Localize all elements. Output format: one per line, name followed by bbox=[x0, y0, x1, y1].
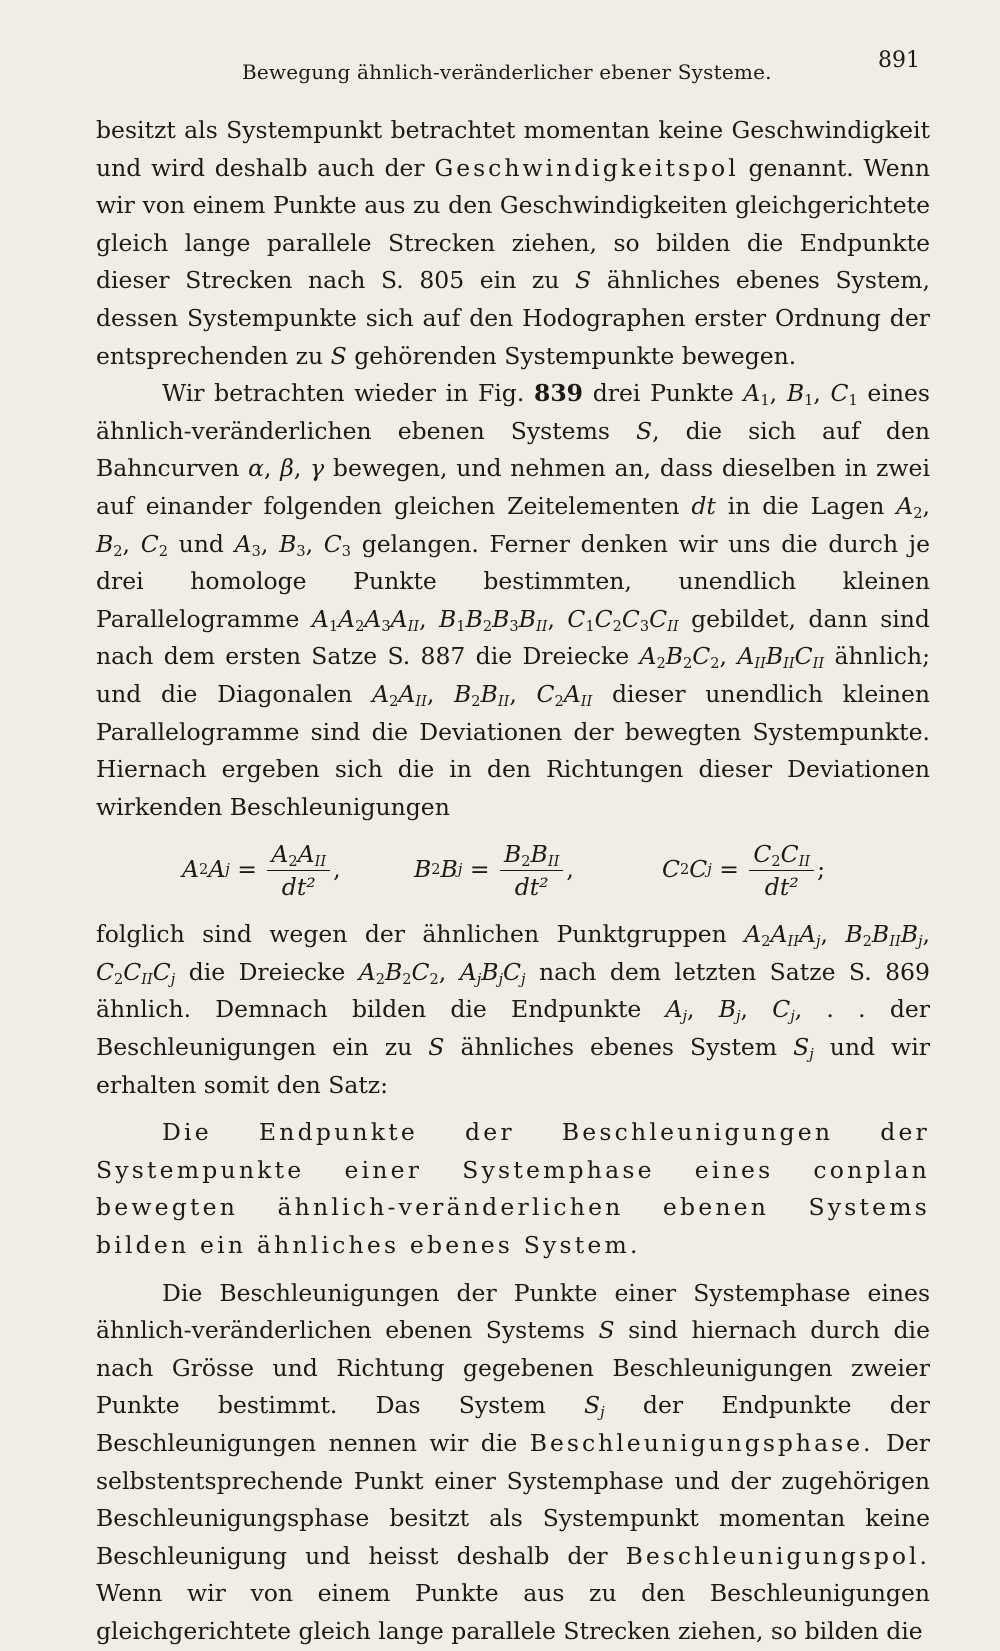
acceleration-formula bbox=[96, 830, 930, 910]
formula-term-c: C 2 C j = $\frac{C_2C_{II}}{\text{dt²}}$ ; bbox=[662, 839, 826, 901]
spaced-term-geschwindigkeitspol: Geschwindigkeitspol bbox=[434, 153, 739, 182]
running-title: Bewegung ähnlich-veränderlicher ebener Systeme. bbox=[242, 60, 772, 84]
theorem-statement: Die Endpunkte der Beschleunigungen der Systempunkte einer Systemphase eines conplan bewegten ähnlich-veränderlichen ebenen Systems bilden ein ähnliches ebenes System. bbox=[96, 1118, 930, 1260]
spaced-term-beschleunigungspol: Beschleunigungspol. bbox=[625, 1541, 930, 1570]
paragraph-3: folglich sind wegen der ähnlichen Punktgruppen $A_2A_{II}A_j$, $B_2B_{II}B_j$, $C_2C_{II}C_j$ die Dreiecke $A_2B_2C_2$, $A_jB_jC_j$ nach dem letzten Satze S. 869 ähnlich. Demnach bilden die Endpunkte $A_j$, $B_j$, $C_j$, . . der Beschleunigungen ein zu S ähnliches ebenes System $S_j$ und wir erhalten somit den Satz: bbox=[96, 920, 930, 1099]
page-number: 891 bbox=[878, 48, 920, 73]
page-header bbox=[92, 46, 920, 86]
formula-term-b: B 2 B j = $\frac{B_2B_{II}}{\text{dt²}}$ , bbox=[414, 839, 574, 901]
figure-reference: 839 bbox=[533, 379, 584, 408]
paragraph-1: besitzt als Systempunkt betrachtet momentan keine Geschwindigkeit und wird deshalb auch der Geschwindigkeitspol genannt. Wenn wir von einem Punkte aus zu den Geschwindigkeiten gleichgerichtete gleich lange parallele Strecken ziehen, so bilden die Endpunkte dieser Strecken nach S. 805 ein zu S ähnliches ebenes System, dessen Systempunkte sich auf den Hodographen erster Ordnung der entsprechenden zu S gehörenden Systempunkte bewegen. bbox=[96, 116, 930, 370]
paragraph-4: Die Beschleunigungen der Punkte einer Systemphase eines ähnlich-veränderlichen ebenen Systems S sind hiernach durch die nach Grösse und Richtung gegebenen Beschleunigungen zweier Punkte bestimmt. Das System $S_j$ der Endpunkte der Beschleunigungen nennen wir die Beschleunigungsphase. Der selbstentsprechende Punkt einer Systemphase und der zugehörigen Beschleunigungsphase besitzt als Systempunkt momentan keine Beschleunigung und heisst deshalb der Beschleunigungspol. Wenn wir von einem Punkte aus zu den Beschleunigungen gleichgerichtete gleich lange parallele Strecken ziehen, so bilden die bbox=[96, 1278, 930, 1645]
paragraph-2: Wir betrachten wieder in Fig. 839 drei Punkte $A_1$, $B_1$, $C_1$ eines ähnlich-veränderlichen ebenen Systems S, die sich auf den Bahncurven α, β, γ bewegen, und nehmen an, dass dieselben in zwei auf einander folgenden gleichen Zeitelementen dt in die Lagen $A_2$, $B_2$, $C_2$ und $A_3$, $B_3$, $C_3$ gelangen. Ferner denken wir uns die durch je drei homologe Punkte bestimmten, unendlich kleinen Parallelogramme $A_1A_2A_3A_{II}$, $B_1B_2B_3B_{II}$, $C_1C_2C_3C_{II}$ gebildet, dann sind nach dem ersten Satze S. 887 die Dreiecke $A_2B_2C_2$, $A_{II}B_{II}C_{II}$ ähnlich; und die Diagonalen $A_2A_{II}$, $B_2B_{II}$, $C_2A_{II}$ dieser unendlich kleinen Parallelogramme sind die Deviationen der bewegten Systempunkte. Hiernach ergeben sich die in den Richtungen dieser Deviationen wirkenden Beschleunigungen bbox=[96, 379, 930, 821]
formula-term-a: A 2 A j = $\frac{A_2A_{II}}{\text{dt²}}$ , bbox=[182, 839, 341, 901]
spaced-term-beschleunigungsphase: Beschleunigungsphase. bbox=[529, 1429, 874, 1457]
body-text bbox=[96, 112, 930, 1651]
